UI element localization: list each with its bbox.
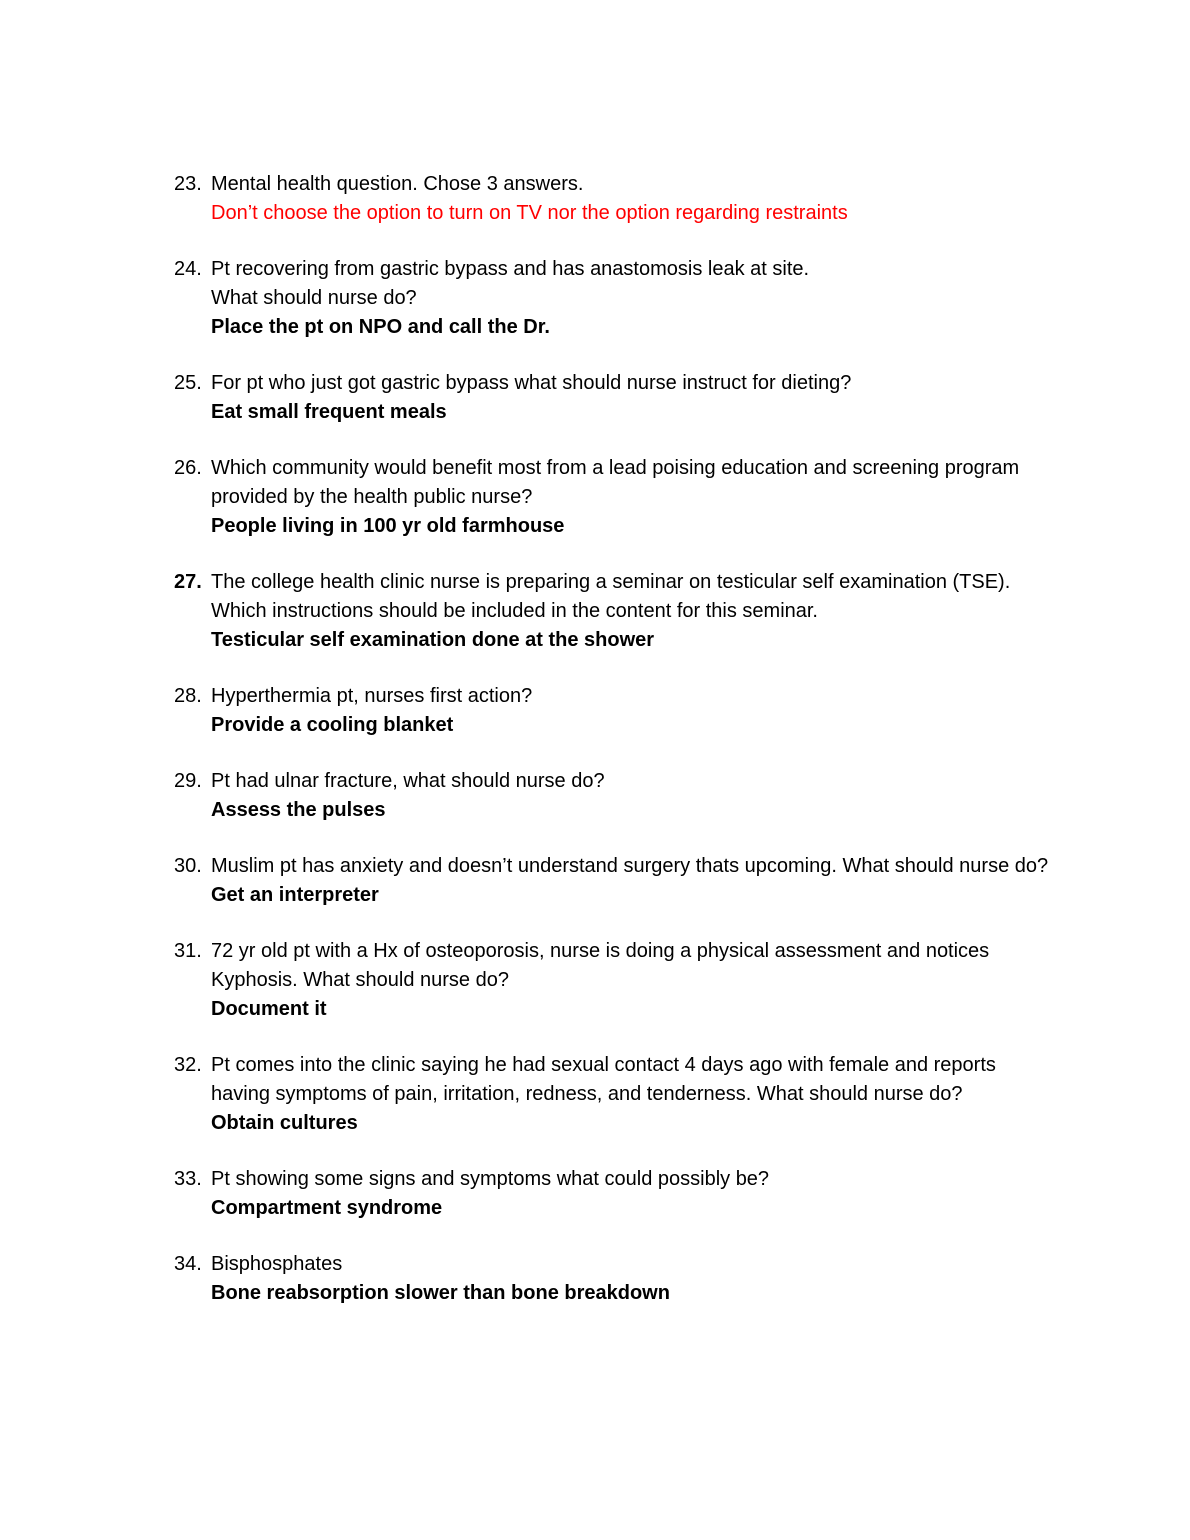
question-item bbox=[174, 767, 1054, 825]
question-item bbox=[174, 1051, 1054, 1138]
question-item bbox=[174, 369, 1054, 427]
question-body bbox=[211, 170, 1054, 228]
question-item bbox=[174, 454, 1054, 541]
question-body bbox=[211, 369, 1054, 427]
question-body bbox=[211, 568, 1054, 655]
question-number: 33. bbox=[174, 1168, 202, 1190]
question-list bbox=[174, 170, 1054, 1335]
question-number: 25. bbox=[174, 372, 202, 394]
question-body bbox=[211, 852, 1054, 910]
question-text: Pt had ulnar fracture, what should nurse do? bbox=[211, 770, 605, 792]
question-body bbox=[211, 255, 1054, 342]
question-text: Hyperthermia pt, nurses first action? bbox=[211, 685, 533, 707]
question-number: 34. bbox=[174, 1253, 202, 1275]
question-answer: Eat small frequent meals bbox=[211, 401, 447, 423]
question-number: 23. bbox=[174, 173, 202, 195]
question-number: 24. bbox=[174, 258, 202, 280]
question-text: The college health clinic nurse is preparing a seminar on testicular self examination (TSE). Which instructions should be included in the content for this seminar. bbox=[211, 571, 1011, 622]
question-answer: Don’t choose the option to turn on TV nor the option regarding restraints bbox=[211, 202, 848, 224]
question-body bbox=[211, 1250, 1054, 1308]
question-answer: Get an interpreter bbox=[211, 884, 379, 906]
question-answer: Compartment syndrome bbox=[211, 1197, 443, 1219]
question-text: For pt who just got gastric bypass what should nurse instruct for dieting? bbox=[211, 372, 852, 394]
question-number: 28. bbox=[174, 685, 202, 707]
question-item bbox=[174, 937, 1054, 1024]
question-text: 72 yr old pt with a Hx of osteoporosis, nurse is doing a physical assessment and notices Kyphosis. What should nurse do? bbox=[211, 940, 990, 991]
question-number: 30. bbox=[174, 855, 202, 877]
question-number: 31. bbox=[174, 940, 202, 962]
question-text: Pt showing some signs and symptoms what could possibly be? bbox=[211, 1168, 770, 1190]
question-text: Bisphosphates bbox=[211, 1253, 343, 1275]
question-item bbox=[174, 255, 1054, 342]
question-body bbox=[211, 767, 1054, 825]
question-answer: Provide a cooling blanket bbox=[211, 714, 454, 736]
question-number: 29. bbox=[174, 770, 202, 792]
question-answer: Place the pt on NPO and call the Dr. bbox=[211, 316, 550, 338]
question-item bbox=[174, 1250, 1054, 1308]
question-body bbox=[211, 937, 1054, 1024]
question-answer: People living in 100 yr old farmhouse bbox=[211, 515, 565, 537]
question-text: Pt comes into the clinic saying he had sexual contact 4 days ago with female and reports having symptoms of pain, irritation, redness, and tenderness. What should nurse do? bbox=[211, 1054, 996, 1105]
question-item bbox=[174, 682, 1054, 740]
question-item bbox=[174, 1165, 1054, 1223]
question-body bbox=[211, 1165, 1054, 1223]
question-body bbox=[211, 682, 1054, 740]
question-text: Which community would benefit most from a lead poising education and screening program provided by the health public nurse? bbox=[211, 457, 1020, 508]
question-item bbox=[174, 170, 1054, 228]
question-item bbox=[174, 852, 1054, 910]
question-answer: Testicular self examination done at the shower bbox=[211, 629, 655, 651]
question-text-line2: What should nurse do? bbox=[211, 287, 417, 309]
question-number: 26. bbox=[174, 457, 202, 479]
question-text: Pt recovering from gastric bypass and has anastomosis leak at site. bbox=[211, 258, 810, 280]
question-number: 27. bbox=[174, 571, 202, 593]
question-text: Mental health question. Chose 3 answers. bbox=[211, 173, 584, 195]
question-number: 32. bbox=[174, 1054, 202, 1076]
question-answer: Document it bbox=[211, 998, 327, 1020]
question-answer: Bone reabsorption slower than bone breakdown bbox=[211, 1282, 670, 1304]
question-answer: Assess the pulses bbox=[211, 799, 386, 821]
question-answer: Obtain cultures bbox=[211, 1112, 358, 1134]
question-body bbox=[211, 454, 1054, 541]
question-text: Muslim pt has anxiety and doesn’t understand surgery thats upcoming. What should nurse do? bbox=[211, 855, 1049, 877]
question-body bbox=[211, 1051, 1054, 1138]
question-item bbox=[174, 568, 1054, 655]
